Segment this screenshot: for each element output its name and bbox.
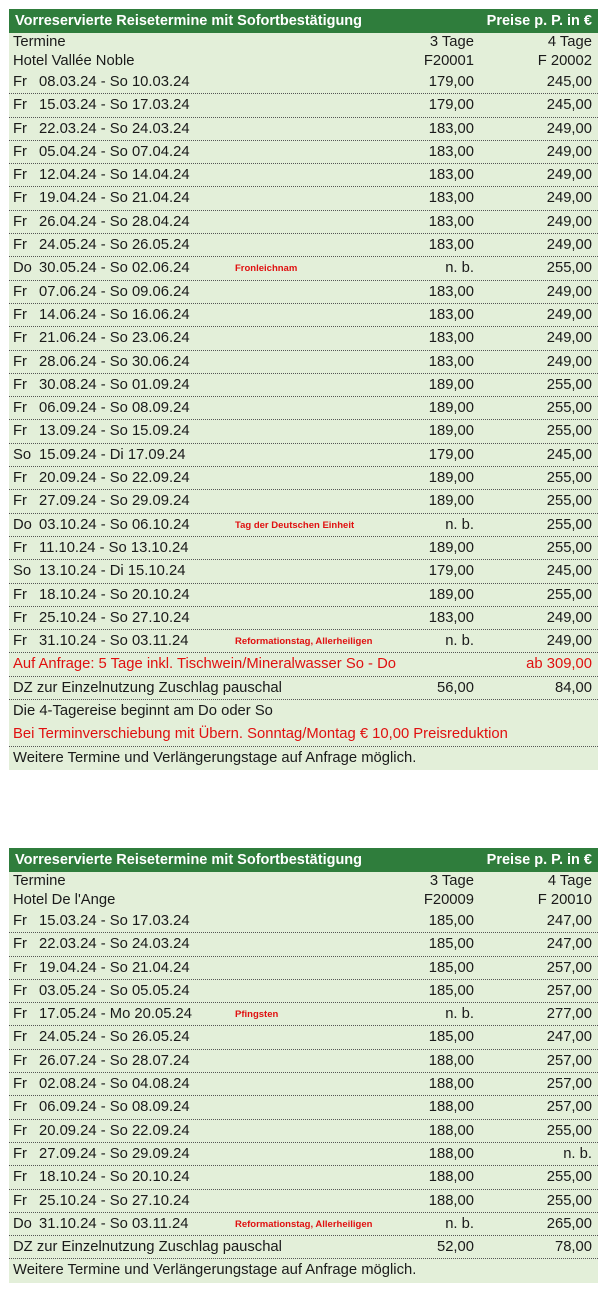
price-4-days: 255,00 (546, 539, 592, 556)
price-4-days: 277,00 (546, 1006, 592, 1023)
day-cell: Fr (13, 609, 27, 626)
table-row (9, 351, 598, 374)
col4-header: 4 Tage (547, 873, 592, 889)
col4-code: F 20010 (537, 892, 592, 908)
dates-cell: 06.09.24 - So 08.09.24 (39, 400, 190, 417)
day-cell: Fr (13, 237, 27, 254)
price-3-days: 189,00 (428, 400, 474, 417)
day-cell: Fr (13, 936, 27, 953)
hotel-row (9, 891, 598, 910)
hotel-row (9, 52, 598, 71)
hotel-name: Hotel Vallée Noble (13, 53, 135, 69)
day-cell: Fr (13, 470, 27, 487)
day-cell: Fr (13, 190, 27, 207)
dates-cell: 22.03.24 - So 24.03.24 (39, 936, 190, 953)
table-row (9, 327, 598, 350)
dates-cell: 15.09.24 - Di 17.09.24 (39, 446, 186, 463)
price-table-de-l-ange (9, 848, 598, 1283)
table-row (9, 467, 598, 490)
price-4-days: 245,00 (546, 563, 592, 580)
table-row (9, 537, 598, 560)
table-row (9, 420, 598, 443)
day-cell: Fr (13, 1029, 27, 1046)
dates-cell: 20.09.24 - So 22.09.24 (39, 1122, 190, 1139)
price-3-days: 183,00 (428, 213, 474, 230)
price-3-days: 185,00 (428, 959, 474, 976)
dates-cell: 11.10.24 - So 13.10.24 (39, 539, 189, 556)
footer-row (9, 747, 598, 770)
price-3-days: 189,00 (428, 423, 474, 440)
dates-cell: 07.06.24 - So 09.06.24 (39, 283, 190, 300)
price-table-vallee-noble (9, 9, 598, 770)
day-cell: Do (13, 516, 32, 533)
table-row (9, 560, 598, 583)
date-rows (9, 71, 598, 653)
table-row (9, 933, 598, 956)
price-3-days: n. b. (445, 1215, 474, 1232)
price-3-days: n. b. (445, 260, 474, 277)
day-cell: Fr (13, 353, 27, 370)
dz-price-4: 84,00 (554, 679, 592, 696)
price-4-days: 255,00 (546, 1169, 592, 1186)
price-4-days: 249,00 (546, 143, 592, 160)
price-note: Preise p. P. in € (486, 13, 592, 29)
price-3-days: 179,00 (428, 446, 474, 463)
price-3-days: 183,00 (428, 167, 474, 184)
price-3-days: 183,00 (428, 306, 474, 323)
dates-cell: 05.04.24 - So 07.04.24 (39, 143, 190, 160)
day-cell: Fr (13, 283, 27, 300)
dates-cell: 06.09.24 - So 08.09.24 (39, 1099, 190, 1116)
dates-cell: 15.03.24 - So 17.03.24 (39, 913, 190, 929)
price-4-days: 249,00 (546, 633, 592, 650)
table-title: Vorreservierte Reisetermine mit Sofortbestätigung (15, 852, 363, 868)
day-cell: Fr (13, 330, 27, 347)
price-4-days: 247,00 (546, 936, 592, 953)
table-title: Vorreservierte Reisetermine mit Sofortbestätigung (15, 13, 363, 29)
holiday-note: Reformationstag, Allerheiligen (235, 1218, 373, 1230)
price-4-days: 249,00 (546, 237, 592, 254)
price-4-days: 249,00 (546, 330, 592, 347)
day-cell: Fr (13, 1006, 27, 1023)
price-4-days: 257,00 (546, 1076, 592, 1093)
table-row (9, 514, 598, 537)
day-cell: Fr (13, 423, 27, 440)
price-3-days: 183,00 (428, 143, 474, 160)
table-row (9, 304, 598, 327)
price-3-days: 189,00 (428, 376, 474, 393)
price-3-days: 188,00 (428, 1145, 474, 1162)
footer-note: Weitere Termine und Verlängerungstage auf Anfrage möglich. (13, 1262, 417, 1279)
dz-label: DZ zur Einzelnutzung Zuschlag pauschal (13, 1239, 282, 1256)
price-3-days: 183,00 (428, 353, 474, 370)
price-4-days: 255,00 (546, 423, 592, 440)
price-3-days: 188,00 (428, 1169, 474, 1186)
dates-cell: 02.08.24 - So 04.08.24 (39, 1076, 190, 1093)
day-cell: Fr (13, 376, 27, 393)
price-4-days: 255,00 (546, 1192, 592, 1209)
dates-cell: 24.05.24 - So 26.05.24 (39, 237, 190, 254)
header-row (9, 33, 598, 52)
table-row (9, 1050, 598, 1073)
dates-cell: 25.10.24 - So 27.10.24 (39, 609, 190, 626)
price-3-days: 188,00 (428, 1122, 474, 1139)
table-row (9, 211, 598, 234)
price-4-days: 255,00 (546, 1122, 592, 1139)
price-3-days: 188,00 (428, 1052, 474, 1069)
table-row (9, 1190, 598, 1213)
day-cell: Fr (13, 213, 27, 230)
price-4-days: 257,00 (546, 1052, 592, 1069)
price-4-days: 249,00 (546, 120, 592, 137)
day-cell: So (13, 446, 32, 463)
day-cell: Do (13, 1215, 32, 1232)
header-row (9, 872, 598, 891)
price-3-days: 183,00 (428, 330, 474, 347)
day-cell: Fr (13, 1169, 27, 1186)
col3-header: 3 Tage (429, 873, 474, 889)
day-cell: Fr (13, 1145, 27, 1162)
price-note: Preise p. P. in € (486, 852, 592, 868)
price-4-days: 249,00 (546, 283, 592, 300)
table-row (9, 1073, 598, 1096)
table-row (9, 281, 598, 304)
dates-cell: 25.10.24 - So 27.10.24 (39, 1192, 190, 1209)
table-row (9, 630, 598, 653)
dates-cell: 18.10.24 - So 20.10.24 (39, 586, 190, 603)
dates-cell: 31.10.24 - So 03.11.24 (39, 1215, 189, 1232)
price-4-days: 245,00 (546, 74, 592, 90)
price-3-days: n. b. (445, 1006, 474, 1023)
price-3-days: 188,00 (428, 1192, 474, 1209)
table-row (9, 374, 598, 397)
table-row (9, 1213, 598, 1236)
price-4-days: 255,00 (546, 586, 592, 603)
dates-cell: 13.09.24 - So 15.09.24 (39, 423, 190, 440)
dates-cell: 24.05.24 - So 26.05.24 (39, 1029, 190, 1046)
day-cell: Fr (13, 400, 27, 417)
day-cell: Fr (13, 120, 27, 137)
table-row (9, 607, 598, 630)
table-row (9, 1026, 598, 1049)
day-cell: Fr (13, 143, 27, 160)
price-4-days: 247,00 (546, 1029, 592, 1046)
dates-cell: 12.04.24 - So 14.04.24 (39, 167, 190, 184)
day-cell: Fr (13, 1122, 27, 1139)
price-4-days: 245,00 (546, 97, 592, 114)
price-3-days: 188,00 (428, 1099, 474, 1116)
price-3-days: 185,00 (428, 982, 474, 999)
price-4-days: 247,00 (546, 913, 592, 929)
day-cell: Fr (13, 586, 27, 603)
dates-cell: 14.06.24 - So 16.06.24 (39, 306, 190, 323)
day-cell: Do (13, 260, 32, 277)
dz-price-3: 56,00 (436, 679, 474, 696)
price-4-days: 249,00 (546, 353, 592, 370)
dates-cell: 22.03.24 - So 24.03.24 (39, 120, 190, 137)
day-cell: Fr (13, 97, 27, 114)
day-cell: Fr (13, 74, 27, 90)
dates-cell: 19.04.24 - So 21.04.24 (39, 959, 190, 976)
day-cell: Fr (13, 167, 27, 184)
table-row (9, 490, 598, 513)
note-4day: Die 4-Tagereise beginnt am Do oder So (13, 703, 273, 720)
table-row (9, 94, 598, 117)
day-cell: Fr (13, 959, 27, 976)
table-row (9, 118, 598, 141)
day-cell: Fr (13, 1052, 27, 1069)
price-3-days: 183,00 (428, 237, 474, 254)
dates-cell: 31.10.24 - So 03.11.24 (39, 633, 189, 650)
col3-header: 3 Tage (429, 34, 474, 50)
dates-cell: 28.06.24 - So 30.06.24 (39, 353, 190, 370)
table-row (9, 234, 598, 257)
price-3-days: 185,00 (428, 913, 474, 929)
col4-code: F 20002 (537, 53, 592, 69)
dates-cell: 13.10.24 - Di 15.10.24 (39, 563, 186, 580)
day-cell: Fr (13, 982, 27, 999)
price-4-days: 257,00 (546, 1099, 592, 1116)
day-cell: Fr (13, 539, 27, 556)
holiday-note: Tag der Deutschen Einheit (235, 519, 355, 531)
dates-cell: 26.04.24 - So 28.04.24 (39, 213, 190, 230)
price-3-days: 183,00 (428, 609, 474, 626)
dates-cell: 21.06.24 - So 23.06.24 (39, 330, 190, 347)
dz-label: DZ zur Einzelnutzung Zuschlag pauschal (13, 679, 282, 696)
dz-row (9, 1236, 598, 1259)
note-shift-row (9, 723, 598, 746)
price-3-days: 179,00 (428, 74, 474, 90)
request-row (9, 653, 598, 676)
price-3-days: 179,00 (428, 563, 474, 580)
price-4-days: 249,00 (546, 306, 592, 323)
price-3-days: 189,00 (428, 470, 474, 487)
price-4-days: 255,00 (546, 493, 592, 510)
price-4-days: 255,00 (546, 260, 592, 277)
price-4-days: 265,00 (546, 1215, 592, 1232)
dates-cell: 30.08.24 - So 01.09.24 (39, 376, 190, 393)
price-3-days: 189,00 (428, 539, 474, 556)
price-4-days: 249,00 (546, 609, 592, 626)
table-row (9, 1096, 598, 1119)
table-row (9, 1003, 598, 1026)
hotel-name: Hotel De l'Ange (13, 892, 116, 908)
price-3-days: 183,00 (428, 120, 474, 137)
col3-code: F20001 (423, 53, 474, 69)
day-cell: So (13, 563, 32, 580)
dates-cell: 03.05.24 - So 05.05.24 (39, 982, 190, 999)
day-cell: Fr (13, 306, 27, 323)
price-4-days: 249,00 (546, 167, 592, 184)
table-row (9, 980, 598, 1003)
dates-cell: 26.07.24 - So 28.07.24 (39, 1052, 190, 1069)
holiday-note: Reformationstag, Allerheiligen (235, 636, 373, 648)
dates-cell: 27.09.24 - So 29.09.24 (39, 1145, 190, 1162)
holiday-note: Fronleichnam (235, 263, 298, 275)
request-price: ab 309,00 (526, 656, 592, 673)
dates-cell: 08.03.24 - So 10.03.24 (39, 74, 190, 90)
price-3-days: 179,00 (428, 97, 474, 114)
table-row (9, 584, 598, 607)
day-cell: Fr (13, 913, 27, 929)
table-row (9, 1120, 598, 1143)
table-title-bar (9, 9, 598, 33)
note-shift: Bei Terminverschiebung mit Übern. Sonntag/Montag € 10,00 Preisreduktion (13, 726, 508, 743)
day-cell: Fr (13, 633, 27, 650)
table-row (9, 444, 598, 467)
day-cell: Fr (13, 1076, 27, 1093)
price-3-days: 183,00 (428, 190, 474, 207)
request-label: Auf Anfrage: 5 Tage inkl. Tischwein/Mineralwasser So - Do (13, 656, 396, 673)
dates-cell: 17.05.24 - Mo 20.05.24 (39, 1006, 193, 1023)
table-title-bar (9, 848, 598, 872)
price-4-days: 249,00 (546, 190, 592, 207)
note-4day-row (9, 700, 598, 723)
col3-code: F20009 (423, 892, 474, 908)
termine-label: Termine (13, 34, 66, 50)
dz-price-3: 52,00 (436, 1239, 474, 1256)
day-cell: Fr (13, 493, 27, 510)
footer-row (9, 1259, 598, 1282)
dates-cell: 20.09.24 - So 22.09.24 (39, 470, 190, 487)
price-4-days: 255,00 (546, 400, 592, 417)
price-4-days: 255,00 (546, 470, 592, 487)
table-row (9, 141, 598, 164)
dates-cell: 30.05.24 - So 02.06.24 (39, 260, 190, 277)
dz-row (9, 677, 598, 700)
table-row (9, 257, 598, 280)
dates-cell: 18.10.24 - So 20.10.24 (39, 1169, 190, 1186)
price-4-days: 257,00 (546, 959, 592, 976)
price-3-days: 185,00 (428, 1029, 474, 1046)
table-row (9, 1143, 598, 1166)
price-3-days: 189,00 (428, 586, 474, 603)
holiday-note: Pfingsten (235, 1009, 279, 1021)
price-3-days: n. b. (445, 633, 474, 650)
price-3-days: 188,00 (428, 1076, 474, 1093)
day-cell: Fr (13, 1192, 27, 1209)
price-4-days: n. b. (563, 1145, 592, 1162)
price-3-days: 185,00 (428, 936, 474, 953)
price-4-days: 249,00 (546, 213, 592, 230)
date-rows (9, 910, 598, 1236)
price-4-days: 245,00 (546, 446, 592, 463)
price-4-days: 255,00 (546, 376, 592, 393)
price-4-days: 257,00 (546, 982, 592, 999)
dates-cell: 27.09.24 - So 29.09.24 (39, 493, 190, 510)
footer-note: Weitere Termine und Verlängerungstage auf Anfrage möglich. (13, 749, 417, 766)
table-row (9, 910, 598, 933)
table-row (9, 187, 598, 210)
table-row (9, 397, 598, 420)
day-cell: Fr (13, 1099, 27, 1116)
table-row (9, 164, 598, 187)
table-row (9, 71, 598, 94)
col4-header: 4 Tage (547, 34, 592, 50)
price-3-days: n. b. (445, 516, 474, 533)
table-row (9, 1166, 598, 1189)
dates-cell: 03.10.24 - So 06.10.24 (39, 516, 190, 533)
price-3-days: 189,00 (428, 493, 474, 510)
dates-cell: 19.04.24 - So 21.04.24 (39, 190, 190, 207)
table-row (9, 957, 598, 980)
price-3-days: 183,00 (428, 283, 474, 300)
dates-cell: 15.03.24 - So 17.03.24 (39, 97, 190, 114)
price-4-days: 255,00 (546, 516, 592, 533)
dz-price-4: 78,00 (554, 1239, 592, 1256)
termine-label: Termine (13, 873, 66, 889)
